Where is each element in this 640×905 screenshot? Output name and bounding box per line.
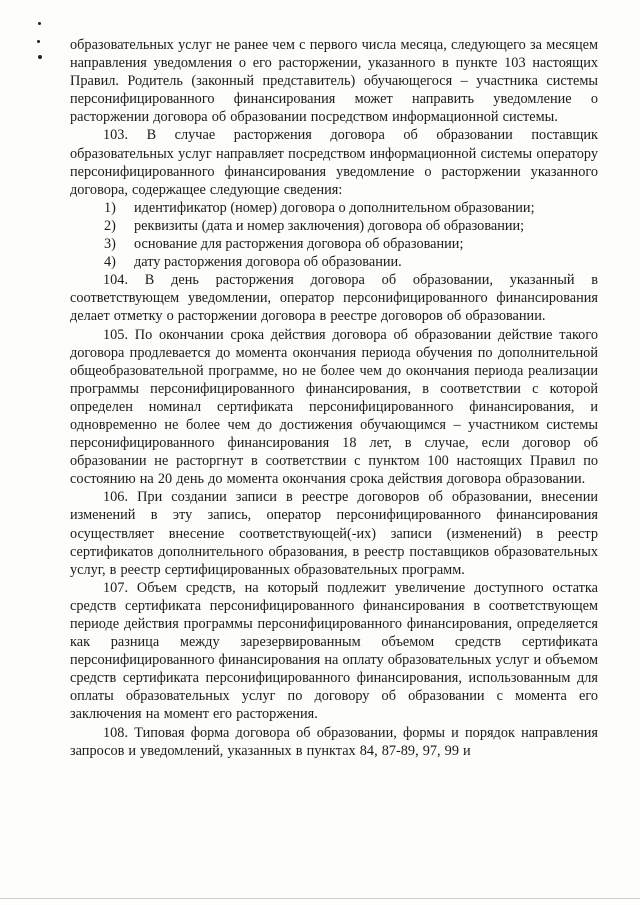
list-item: [70, 199, 598, 217]
paragraph-106: 106. При создании записи в реестре договоров об образовании, внесении изменений в эту запись, оператор персонифицированного финансирования осуществляет внесение соответствующей(-их) записи (изменений) в реестр сертификатов дополнительного образования, в реестр поставщиков образовательных услуг, в реестр сертифицированных образовательных программ.: [70, 489, 598, 578]
list-item-number: 1): [104, 199, 116, 216]
list-item-text: дату расторжения договора об образовании.: [134, 254, 402, 271]
paragraph-108: 108. Типовая форма договора об образовании, формы и порядок направления запросов и уведомлений, указанных в пунктах 84, 87-89, 97, 99 и: [70, 724, 598, 759]
scan-mark-2: [37, 40, 40, 43]
list-item: [70, 235, 598, 253]
list-item: [70, 253, 598, 271]
scan-mark-3: [38, 55, 42, 59]
list-item-number: 3): [104, 236, 116, 253]
paragraph-107: 107. Объем средств, на который подлежит увеличение доступного остатка средств сертификата персонифицированного финансирования в соответствующем периоде действия программы персонифицированного финансирования, определяется как разница между зарезервированным объемом средств сертификата персонифицированного финансирования на оплату образовательных услуг и объемом средств сертификата персонифицированного финансирования, использованным для оплаты образовательных услуг по договору об образовании с момента его заключения на момент его расторжения.: [70, 579, 598, 723]
page-bottom-edge: [0, 898, 640, 899]
scan-mark-1: [38, 22, 41, 25]
list-item-number: 2): [104, 217, 116, 234]
list-item-text: реквизиты (дата и номер заключения) договора об образовании;: [134, 217, 525, 234]
paragraph-104: 104. В день расторжения договора об образовании, указанный в соответствующем уведомлении, оператор персонифицированного финансирования делает отметку о расторжении договора в реестре договоров об образовании.: [70, 272, 598, 325]
list-item-text: идентификатор (номер) договора о дополнительном образовании;: [134, 199, 535, 216]
list-item: [70, 217, 598, 235]
paragraph-103: 103. В случае расторжения договора об образовании поставщик образовательных услуг направляет посредством информационной системы оператору персонифицированного финансирования уведомление о расторжении указанного договора, содержащее следующие сведения:: [70, 127, 598, 198]
paragraph-105: 105. По окончании срока действия договора об образовании действие такого договора продлевается до момента окончания периода обучения по дополнительной общеобразовательной программе, но не более чем до окончания периода реализации программы персонифицированного финансирования, в соответствии с которой определен номинал сертификата персонифицированного финансирования, и одновременно не более чем до достижения обучающимся – участником системы персонифицированного финансирования 18 лет, в случае, если договор об образовании не расторгнут в соответствии с пунктом 100 настоящих Правил по состоянию на 20 день до момента окончания срока действия договора образовании.: [70, 326, 598, 488]
list-item-number: 4): [104, 254, 116, 271]
list-item-text: основание для расторжения договора об образовании;: [134, 236, 464, 253]
document-page: [70, 36, 598, 760]
paragraph-continuation: образовательных услуг не ранее чем с первого числа месяца, следующего за месяцем направления уведомления о его расторжении, указанного в пункте 103 настоящих Правил. Родитель (законный представитель) обучающегося – участника системы персонифицированного финансирования может направить уведомление о расторжении договора об образовании посредством информационной системы.: [70, 37, 598, 126]
